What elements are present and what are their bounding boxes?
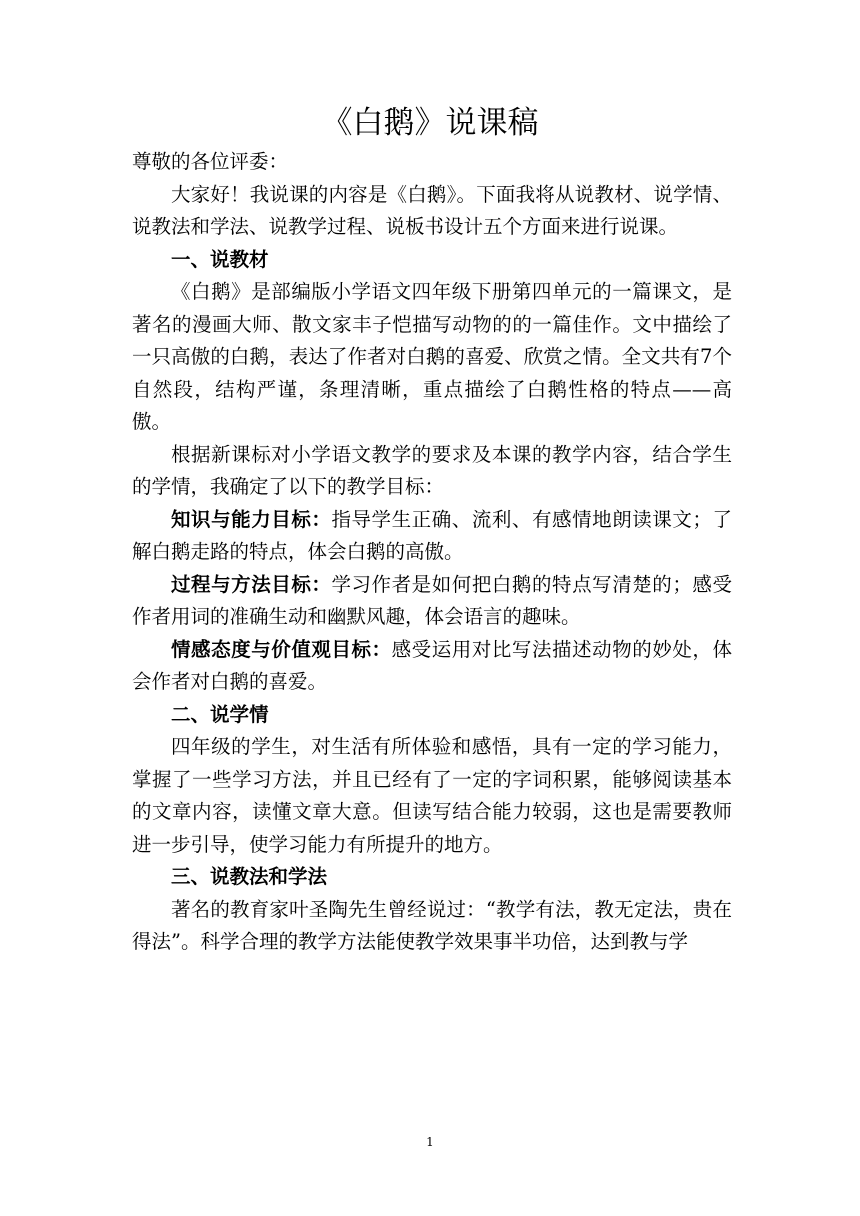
- salutation: 尊敬的各位评委：: [132, 150, 289, 173]
- goal-process-label: 过程与方法目标：: [171, 572, 332, 596]
- section-heading-students: 二、说学情: [171, 702, 269, 726]
- goal-emotion-label: 情感态度与价值观目标：: [171, 637, 392, 661]
- section-heading-textbook: 一、说教材: [171, 247, 269, 271]
- methods-paragraph: 著名的教育家叶圣陶先生曾经说过：“教学有法，教无定法，贵在得法”。科学合理的教学方法能使教学效果事半功倍，达到教与学: [132, 897, 732, 953]
- goals-intro-paragraph: 根据新课标对小学语文教学的要求及本课的教学内容，结合学生的学情，我确定了以下的教学目标：: [132, 442, 732, 498]
- section-heading-methods: 三、说教法和学法: [171, 865, 328, 888]
- textbook-paragraph: 《白鹅》是部编版小学语文四年级下册第四单元的一篇课文，是著名的漫画大师、散文家丰子恺描写动物的的一篇佳作。文中描绘了一只高傲的白鹅，表达了作者对白鹅的喜爱、欣赏之情。全文共有7个自然段，结构严谨，条理清晰，重点描绘了白鹅性格的特点——高傲。: [132, 280, 732, 433]
- intro-paragraph: 大家好！我说课的内容是《白鹅》。下面我将从说教材、说学情、说教法和学法、说教学过程、说板书设计五个方面来进行说课。: [132, 182, 732, 238]
- goal-process-paragraph: [132, 569, 732, 634]
- goal-emotion-paragraph: [132, 634, 732, 699]
- goal-knowledge-text: 指导学生正确、流利、有感情地朗读课文；了解白鹅走路的特点，体会白鹅的高傲。: [132, 507, 732, 563]
- document-body: [132, 146, 732, 959]
- goal-knowledge-label: 知识与能力目标：: [171, 507, 332, 531]
- students-paragraph: 四年级的学生，对生活有所体验和感悟，具有一定的学习能力，掌握了一些学习方法，并且已经有了一定的字词积累，能够阅读基本的文章内容，读懂文章大意。但读写结合能力较弱，这也是需要教师进一步引导，使学习能力有所提升的地方。: [132, 735, 732, 856]
- goal-emotion-text: 感受运用对比写法描述动物的妙处，体会作者对白鹅的喜爱。: [132, 637, 732, 693]
- document-title: 《白鹅》说课稿: [321, 105, 539, 141]
- goal-knowledge-paragraph: [132, 504, 732, 569]
- page-number: 1: [426, 1135, 434, 1149]
- goal-process-text: 学习作者是如何把白鹅的特点写清楚的；感受作者用词的准确生动和幽默风趣，体会语言的趣味。: [132, 572, 732, 628]
